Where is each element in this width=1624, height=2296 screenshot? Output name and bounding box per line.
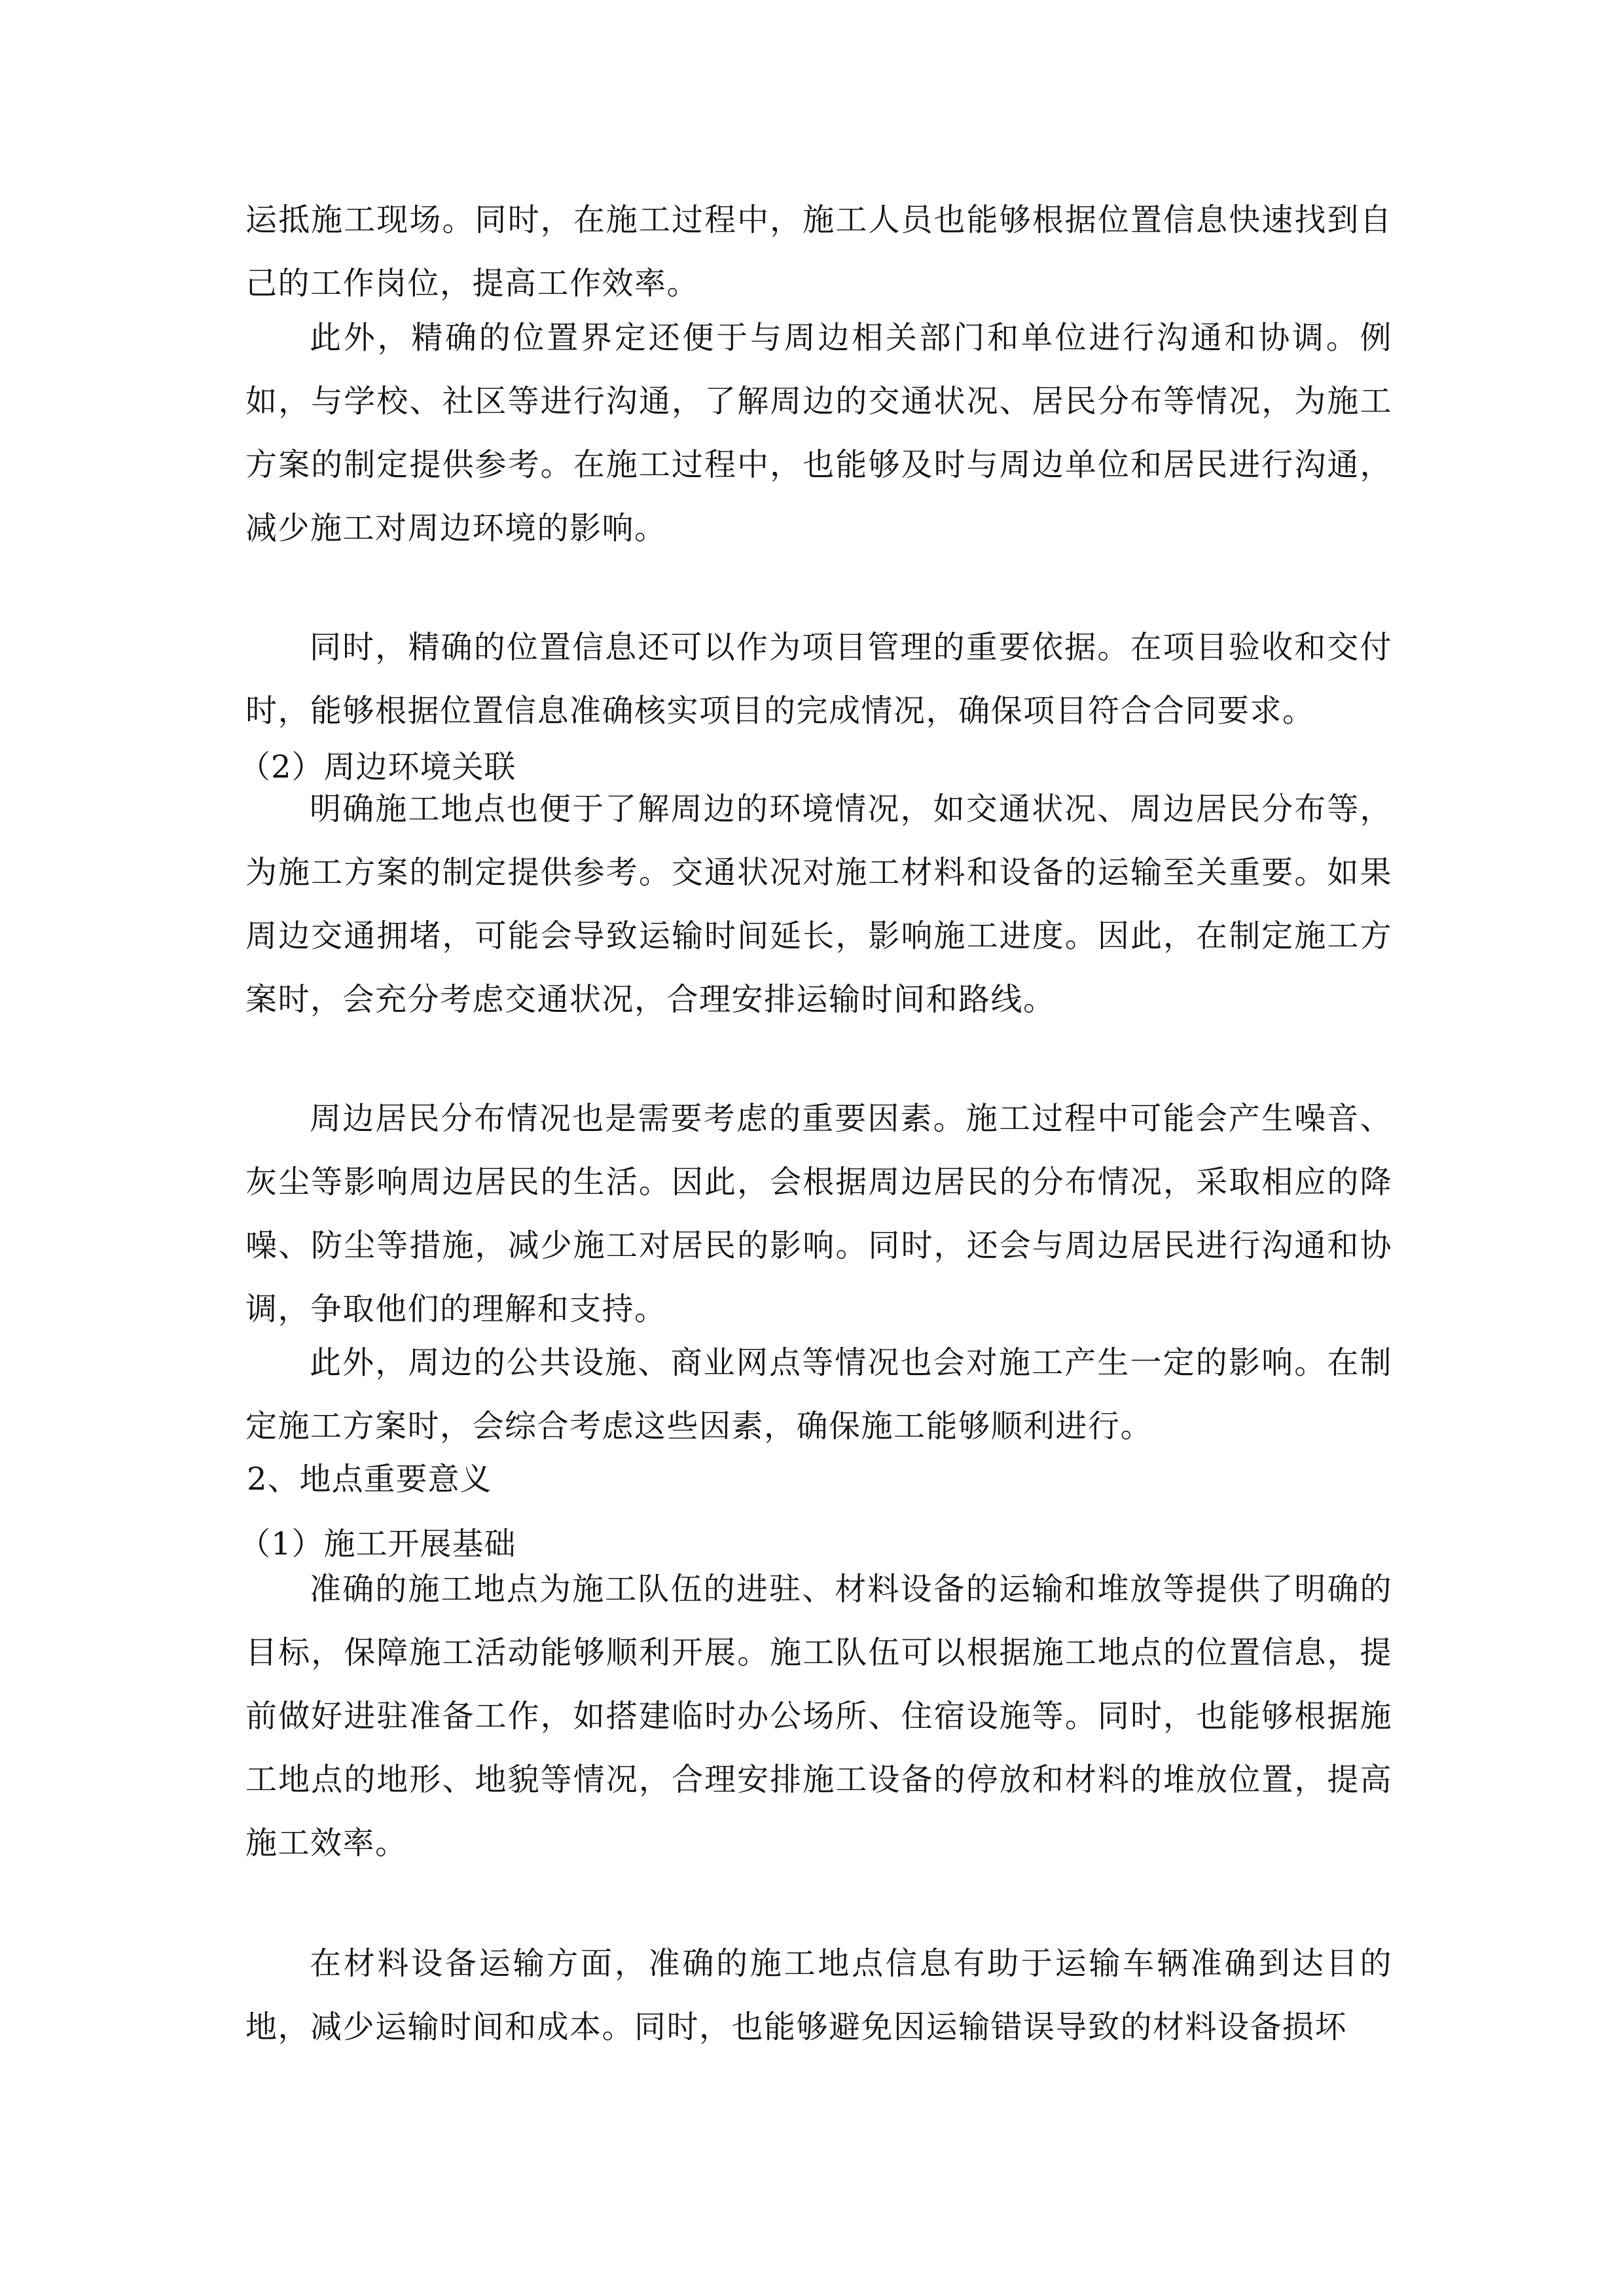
paragraph-3: 同时，精确的位置信息还可以作为项目管理的重要依据。在项目验收和交付时，能够根据位置信息准确核实项目的完成情况，确保项目符合合同要求。 <box>245 629 1392 729</box>
paragraph-1: 运抵施工现场。同时，在施工过程中，施工人员也能够根据位置信息快速找到自己的工作岗位，提高工作效率。 <box>245 202 1392 302</box>
paragraph-8: 在材料设备运输方面，准确的施工地点信息有助于运输车辆准确到达目的地，减少运输时间和成本。同时，也能够避免因运输错误导致的材料设备损坏 <box>245 1945 1392 2045</box>
section-heading-location-significance: 2、地点重要意义 <box>247 1461 492 1498</box>
paragraph-7: 准确的施工地点为施工队伍的进驻、材料设备的运输和堆放等提供了明确的目标，保障施工活动能够顺利开展。施工队伍可以根据施工地点的位置信息，提前做好进驻准备工作，如搭建临时办公场所、住宿设施等。同时，也能够根据施工地点的地形、地貌等情况，合理安排施工设备的停放和材料的堆放位置，提高施工效率。 <box>245 1571 1392 1861</box>
subheading-surrounding-environment: （2）周边环境关联 <box>239 749 516 785</box>
subheading-construction-basis: （1）施工开展基础 <box>239 1526 516 1562</box>
paragraph-2: 此外，精确的位置界定还便于与周边相关部门和单位进行沟通和协调。例如，与学校、社区等进行沟通，了解周边的交通状况、居民分布等情况，为施工方案的制定提供参考。在施工过程中，也能够及时与周边单位和居民进行沟通，减少施工对周边环境的影响。 <box>245 319 1392 547</box>
paragraph-5: 周边居民分布情况也是需要考虑的重要因素。施工过程中可能会产生噪音、灰尘等影响周边居民的生活。因此，会根据周边居民的分布情况，采取相应的降噪、防尘等措施，减少施工对居民的影响。同时，还会与周边居民进行沟通和协调，争取他们的理解和支持。 <box>245 1100 1392 1327</box>
paragraph-6: 此外，周边的公共设施、商业网点等情况也会对施工产生一定的影响。在制定施工方案时，会综合考虑这些因素，确保施工能够顺利进行。 <box>245 1344 1392 1444</box>
paragraph-4: 明确施工地点也便于了解周边的环境情况，如交通状况、周边居民分布等，为施工方案的制定提供参考。交通状况对施工材料和设备的运输至关重要。如果周边交通拥堵，可能会导致运输时间延长，影响施工进度。因此，在制定施工方案时，会充分考虑交通状况，合理安排运输时间和路线。 <box>245 791 1392 1018</box>
